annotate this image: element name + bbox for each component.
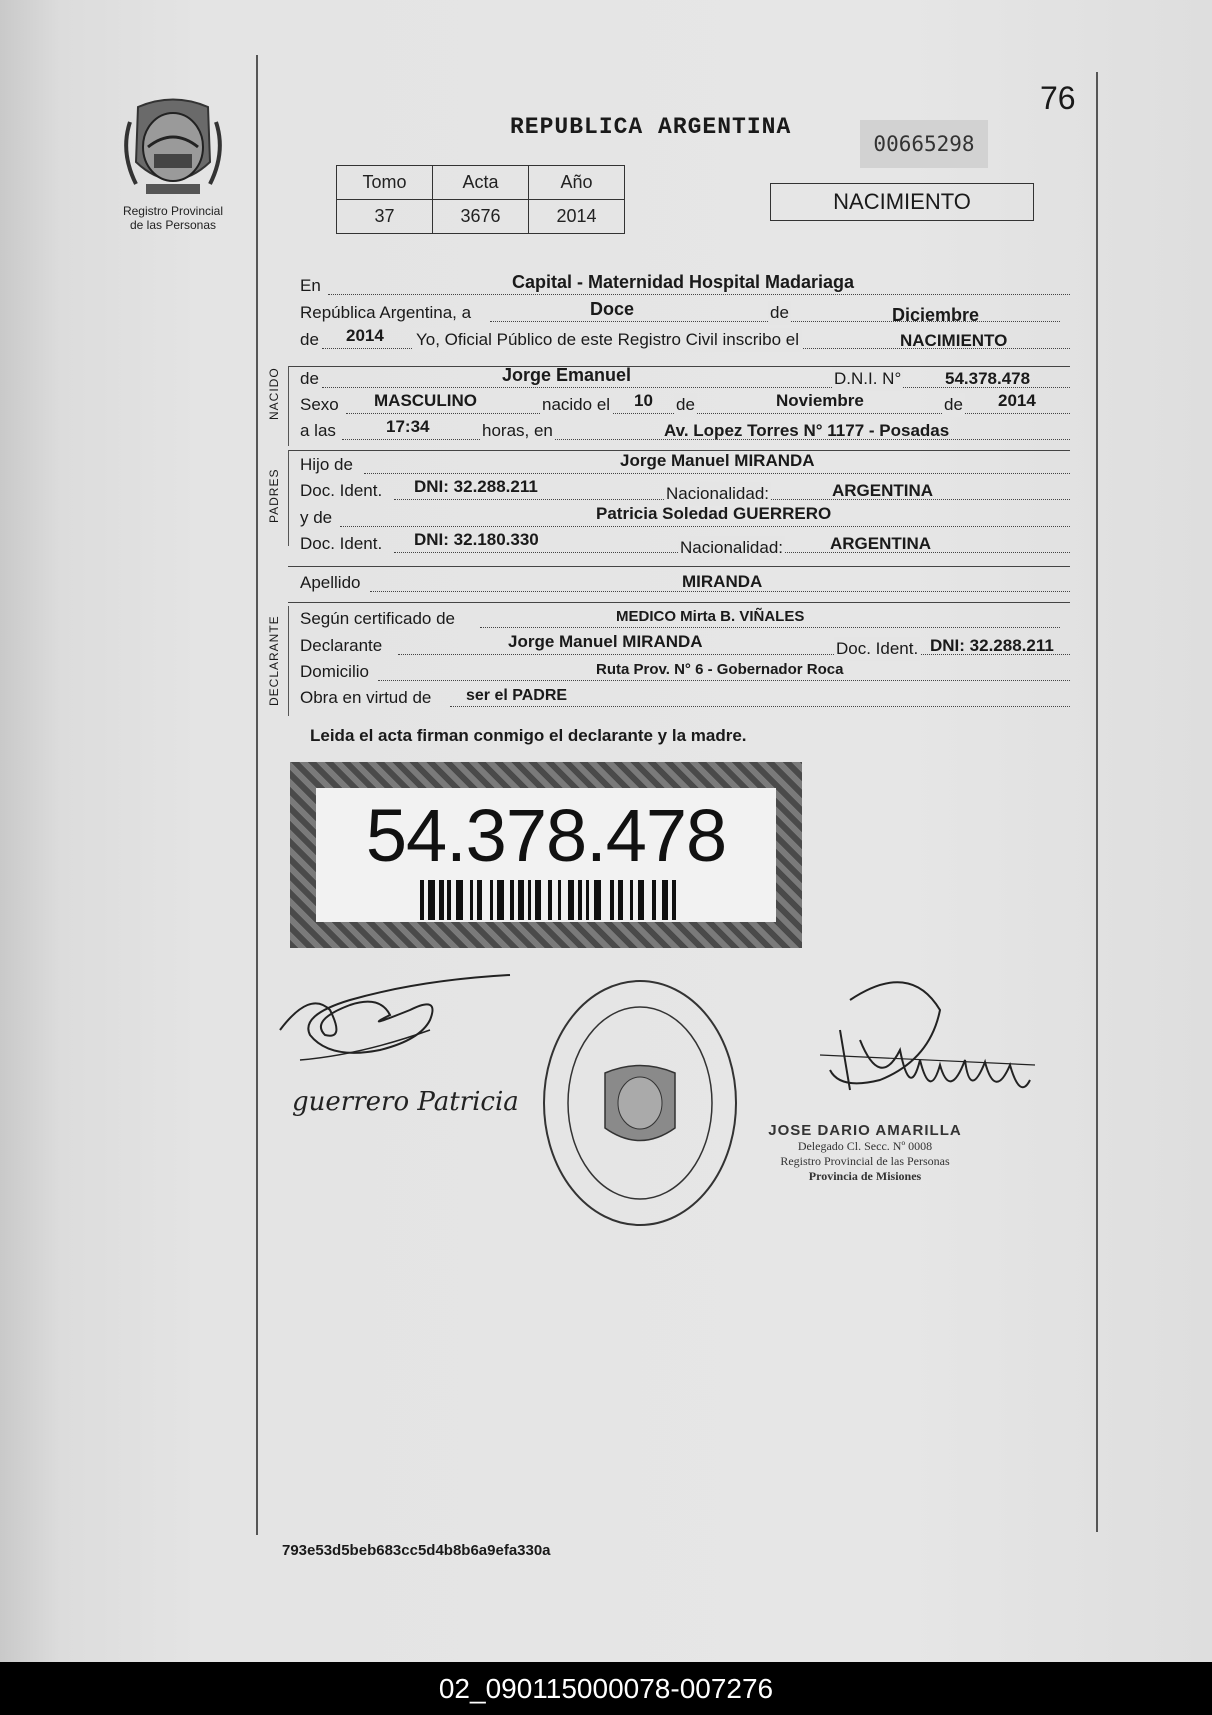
registry-table	[336, 165, 625, 234]
row-father	[300, 453, 1070, 477]
field-place: Capital - Maternidad Hospital Madariaga	[512, 272, 855, 292]
page-number: 76	[1040, 80, 1076, 116]
header-anio: Año	[529, 166, 625, 200]
field-declarante-name: Jorge Manuel MIRANDA	[508, 632, 703, 651]
label-doc-father: Doc. Ident.	[300, 481, 383, 500]
document-hash: 793e53d5beb683cc5d4b8b6a9efa330a	[282, 1542, 551, 1559]
field-act-type: NACIMIENTO	[900, 331, 1008, 350]
label-en: En	[300, 276, 321, 295]
section-label-declarante: DECLARANTE	[267, 615, 281, 706]
label-a-las: a las	[300, 421, 336, 440]
field-child-name: Jorge Emanuel	[502, 365, 632, 385]
emblem-caption	[100, 204, 246, 232]
label-de-year: de	[300, 330, 319, 349]
field-obra: ser el PADRE	[466, 687, 568, 704]
value-anio: 2014	[529, 200, 625, 234]
row-sex-birth	[300, 393, 1070, 417]
barcode-panel	[316, 788, 776, 922]
label-y-de: y de	[300, 508, 333, 527]
section-divider	[288, 602, 1070, 603]
label-oficial: Yo, Oficial Público de este Registro Civil inscribo el	[413, 328, 802, 352]
official-line-2: Registro Provincial de las Personas	[780, 1154, 950, 1168]
field-father-name: Jorge Manuel MIRANDA	[620, 451, 815, 470]
label-nacionalidad-mother: Nacionalidad:	[678, 536, 785, 560]
field-declarante-doc: DNI: 32.288.211	[930, 636, 1054, 655]
emblem-caption-line-2: de las Personas	[129, 218, 217, 232]
official-line-3: Provincia de Misiones	[808, 1169, 922, 1183]
row-father-doc	[300, 479, 1070, 503]
field-father-nationality: ARGENTINA	[832, 481, 934, 500]
label-de-2: de	[674, 393, 697, 417]
section-label-padres: PADRES	[267, 468, 281, 523]
value-tomo: 37	[337, 200, 433, 234]
label-sexo: Sexo	[300, 395, 339, 414]
field-mother-doc: DNI: 32.180.330	[414, 530, 539, 549]
closing-text: Leida el acta firman conmigo el declarante y la madre.	[310, 726, 747, 745]
right-margin-line	[1096, 72, 1098, 1532]
row-mother	[300, 506, 1070, 530]
label-de-3: de	[942, 393, 965, 417]
section-bracket	[288, 606, 289, 716]
label-domicilio: Domicilio	[300, 662, 369, 681]
label-hijo-de: Hijo de	[300, 455, 353, 474]
label-doc-declarante: Doc. Ident.	[834, 637, 920, 661]
label-de: de	[768, 301, 791, 325]
field-child-dni: 54.378.478	[945, 369, 1031, 388]
field-father-doc: DNI: 32.288.211	[414, 477, 538, 496]
field-birth-place: Av. Lopez Torres N° 1177 - Posadas	[664, 421, 950, 440]
row-place	[300, 274, 1070, 298]
table-row	[337, 200, 625, 234]
emblem-caption-line-1: Registro Provincial	[122, 204, 224, 218]
row-certificate	[300, 607, 1070, 631]
field-domicilio: Ruta Prov. N° 6 - Gobernador Roca	[596, 661, 844, 678]
page-title: REPUBLICA ARGENTINA	[510, 114, 792, 140]
field-mother-nationality: ARGENTINA	[830, 534, 932, 553]
section-label-nacido: NACIDO	[267, 367, 281, 420]
field-birth-month: Noviembre	[776, 391, 864, 410]
official-signature	[820, 970, 1040, 1130]
section-bracket	[288, 450, 289, 546]
section-divider	[288, 566, 1070, 567]
footer-id-bar	[0, 1662, 1212, 1715]
label-nacido-el: nacido el	[540, 393, 612, 417]
row-child-name	[300, 367, 1070, 391]
label-declarante: Declarante	[300, 636, 383, 655]
row-declarante	[300, 634, 1070, 658]
field-birth-year: 2014	[998, 391, 1036, 410]
row-obra	[300, 686, 1070, 710]
declarante-signature	[270, 960, 530, 1130]
document-type-box: NACIMIENTO	[770, 183, 1034, 221]
label-doc-mother: Doc. Ident.	[300, 534, 383, 553]
province-emblem-icon	[118, 92, 228, 202]
table-header-row	[337, 166, 625, 200]
official-line-1: Delegado Cl. Secc. Nº 0008	[797, 1139, 933, 1153]
row-mother-doc	[300, 532, 1070, 556]
label-nacionalidad-father: Nacionalidad:	[664, 482, 771, 506]
row-apellido	[300, 571, 1070, 595]
header-acta: Acta	[433, 166, 529, 200]
field-month: Diciembre	[892, 305, 980, 325]
serial-number: 00665298	[860, 120, 988, 168]
field-certificate: MEDICO Mirta B. VIÑALES	[616, 608, 805, 625]
header-tomo: Tomo	[337, 166, 433, 200]
label-dni: D.N.I. N°	[832, 367, 903, 391]
official-block	[740, 1122, 990, 1184]
label-republica: República Argentina, a	[300, 303, 472, 322]
value-acta: 3676	[433, 200, 529, 234]
row-time-place	[300, 419, 1070, 443]
label-de-child: de	[300, 369, 319, 388]
barcode-icon	[420, 880, 676, 920]
label-horas: horas, en	[480, 419, 555, 443]
left-margin-line	[256, 55, 258, 1535]
field-sex: MASCULINO	[374, 391, 477, 410]
field-birth-day: 10	[634, 391, 653, 410]
row-domicilio	[300, 660, 1070, 684]
label-apellido: Apellido	[300, 573, 361, 592]
barcode-label	[290, 762, 802, 948]
field-year: 2014	[346, 326, 384, 345]
official-name: JOSE DARIO AMARILLA	[768, 1122, 962, 1139]
label-obra: Obra en virtud de	[300, 688, 432, 707]
row-date	[300, 301, 1070, 325]
section-bracket	[288, 366, 289, 446]
label-certificado: Según certificado de	[300, 609, 455, 628]
barcode-number: 54.378.478	[365, 794, 727, 877]
footer-id: 02_090115000078-007276	[438, 1673, 774, 1704]
field-apellido: MIRANDA	[682, 572, 763, 591]
mother-signature-text: guerrero Patricia	[292, 1087, 519, 1117]
field-birth-time: 17:34	[386, 417, 430, 436]
official-stamp	[540, 978, 740, 1228]
field-mother-name: Patricia Soledad GUERRERO	[596, 504, 832, 523]
row-year	[300, 328, 1070, 352]
field-day: Doce	[590, 299, 635, 319]
